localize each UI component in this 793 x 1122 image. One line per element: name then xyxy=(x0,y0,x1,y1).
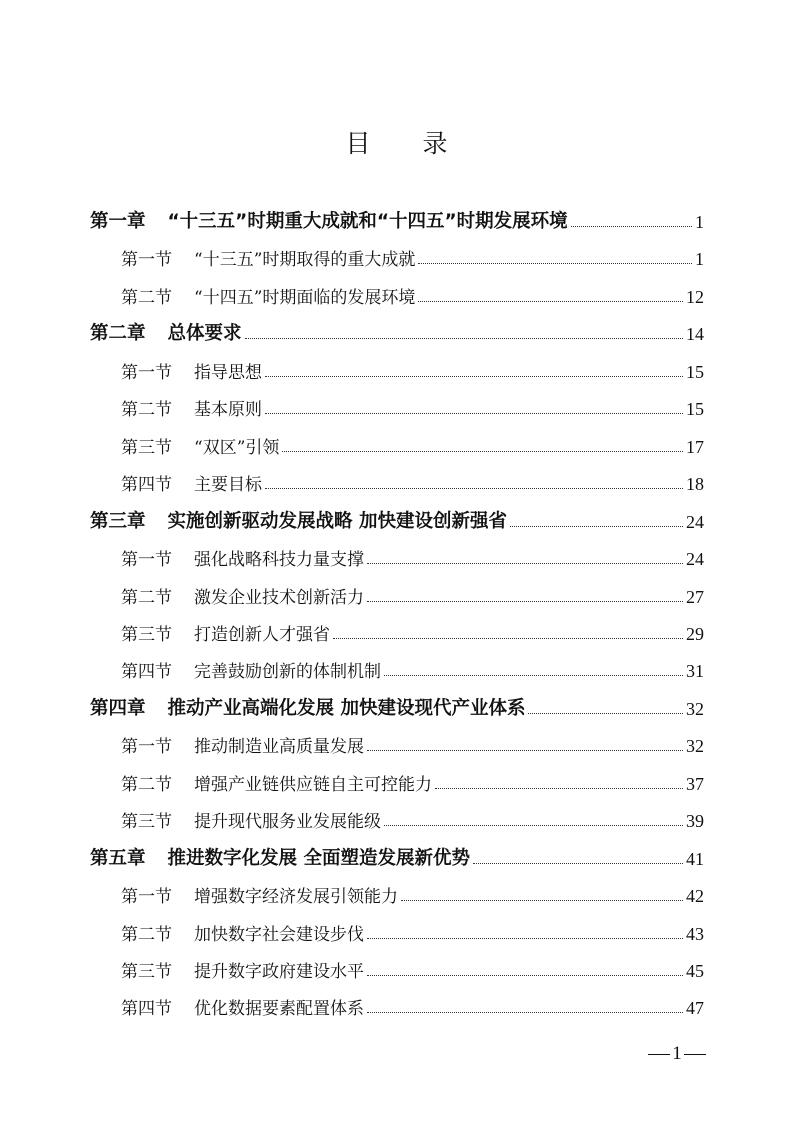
toc-dot-leader xyxy=(265,488,683,489)
toc-entry-number: 第一章 xyxy=(90,211,146,232)
toc-page-number: 1 xyxy=(695,212,704,232)
toc-entry-title: 增强产业链供应链自主可控能力 xyxy=(194,774,432,795)
toc-section-row[interactable] xyxy=(121,767,704,795)
toc-dot-leader xyxy=(367,938,683,939)
toc-entry-number: 第一节 xyxy=(121,362,172,383)
toc-section-row[interactable] xyxy=(121,954,704,982)
toc-entry-title: “十三五”时期取得的重大成就 xyxy=(194,250,416,271)
toc-dot-leader xyxy=(265,376,683,377)
toc-entry-label xyxy=(121,957,364,982)
toc-entry-number: 第四节 xyxy=(121,475,172,496)
toc-section-row[interactable] xyxy=(121,542,704,570)
toc-entry-number: 第一节 xyxy=(121,550,172,571)
toc-entry-title: 推动制造业高质量发展 xyxy=(194,737,364,758)
toc-entry-label xyxy=(90,694,525,720)
toc-entry-label xyxy=(121,732,364,757)
toc-entry-label xyxy=(121,245,415,270)
footer-page-number: 1 xyxy=(672,1043,682,1064)
toc-entry-label xyxy=(90,207,568,233)
toc-section-row[interactable] xyxy=(121,917,704,945)
toc-dot-leader xyxy=(333,638,683,639)
toc-chapter-row[interactable] xyxy=(90,505,704,533)
toc-page-number: 43 xyxy=(686,923,704,944)
toc-entry-number: 第一节 xyxy=(121,887,172,908)
toc-entry-title: 优化数据要素配置体系 xyxy=(194,999,364,1020)
toc-dot-leader xyxy=(367,750,683,751)
toc-page-number: 12 xyxy=(686,286,704,307)
toc-page-number: 15 xyxy=(686,361,704,382)
toc-dot-leader xyxy=(418,301,683,302)
toc-page-number: 1 xyxy=(695,249,704,270)
toc-page-number: 27 xyxy=(686,586,704,607)
footer-dash-right xyxy=(684,1054,706,1055)
toc-entry-label xyxy=(121,395,262,420)
toc-page-number: 41 xyxy=(686,848,704,869)
toc-entry-label xyxy=(121,657,381,682)
toc-entry-title: 指导思想 xyxy=(194,362,262,383)
toc-entry-number: 第二节 xyxy=(121,774,172,795)
toc-entry-title: 基本原则 xyxy=(194,400,262,421)
toc-dot-leader xyxy=(367,601,683,602)
toc-entry-title: 加快数字社会建设步伐 xyxy=(194,924,364,945)
toc-section-row[interactable] xyxy=(121,355,704,383)
toc-section-row[interactable] xyxy=(121,804,704,832)
toc-entry-label xyxy=(90,844,470,870)
toc-page-number: 42 xyxy=(686,886,704,907)
toc-page-number: 31 xyxy=(686,661,704,682)
toc-section-row[interactable] xyxy=(121,467,704,495)
toc-section-row[interactable] xyxy=(121,991,704,1019)
toc-entry-title: “十四五”时期面临的发展环境 xyxy=(194,287,416,308)
toc-dot-leader xyxy=(367,1012,683,1013)
toc-entry-label xyxy=(121,358,262,383)
toc-entry-title: 提升数字政府建设水平 xyxy=(194,962,364,982)
toc-dot-leader xyxy=(282,451,683,452)
toc-page-number: 18 xyxy=(686,474,704,495)
toc-entry-number: 第二节 xyxy=(121,287,172,308)
toc-chapter-row[interactable] xyxy=(90,205,704,233)
toc-entry-number: 第三节 xyxy=(121,962,172,982)
toc-dot-leader xyxy=(367,563,683,564)
toc-entry-number: 第三节 xyxy=(121,437,172,458)
toc-entry-title: “双区”引领 xyxy=(194,437,280,458)
toc-page-number: 37 xyxy=(686,773,704,794)
toc-dot-leader xyxy=(401,900,683,901)
toc-entry-label xyxy=(121,882,398,907)
toc-entry-title: 提升现代服务业发展能级 xyxy=(194,812,381,833)
toc-section-row[interactable] xyxy=(121,392,704,420)
toc-section-row[interactable] xyxy=(121,879,704,907)
page-footer xyxy=(642,1040,712,1068)
toc-page-number: 29 xyxy=(686,623,704,644)
footer-dash-left xyxy=(648,1054,670,1055)
toc-dot-leader xyxy=(528,713,683,714)
toc-page-number: 39 xyxy=(686,811,704,832)
toc-entry-label xyxy=(121,283,415,308)
toc-dot-leader xyxy=(265,413,683,414)
toc-entry-title: 激发企业技术创新活力 xyxy=(194,587,364,608)
toc-entry-label xyxy=(90,507,507,533)
toc-section-row[interactable] xyxy=(121,617,704,645)
toc-page-number: 47 xyxy=(686,998,704,1019)
toc-dot-leader xyxy=(384,675,683,676)
toc-dot-leader xyxy=(245,338,683,339)
toc-dot-leader xyxy=(510,526,683,527)
toc-dot-leader xyxy=(435,788,683,789)
toc-page-number: 45 xyxy=(686,961,704,981)
toc-entry-number: 第三章 xyxy=(90,510,146,532)
toc-section-row[interactable] xyxy=(121,654,704,682)
toc-dot-leader xyxy=(418,263,692,264)
toc-entry-label xyxy=(121,545,364,570)
toc-section-row[interactable] xyxy=(121,280,704,308)
toc-page-number: 14 xyxy=(686,324,704,345)
toc-section-row[interactable] xyxy=(121,729,704,757)
toc-entry-number: 第五章 xyxy=(90,847,146,869)
toc-section-row[interactable] xyxy=(121,580,704,608)
toc-entry-number: 第四章 xyxy=(90,697,146,719)
toc-entry-label xyxy=(121,433,279,458)
toc-section-row[interactable] xyxy=(121,242,704,270)
toc-dot-leader xyxy=(473,863,683,864)
toc-dot-leader xyxy=(367,975,683,976)
toc-entry-number: 第二节 xyxy=(121,400,172,421)
toc-dot-leader xyxy=(384,825,683,826)
toc-entry-number: 第一节 xyxy=(121,250,172,271)
toc-entry-number: 第二节 xyxy=(121,587,172,608)
toc-page-number: 17 xyxy=(686,436,704,457)
toc-entry-number: 第四节 xyxy=(121,662,172,683)
toc-entry-title: 强化战略科技力量支撑 xyxy=(194,550,364,571)
toc-chapter-row[interactable] xyxy=(90,317,704,345)
toc-page-number: 15 xyxy=(686,399,704,420)
toc-entry-title: 主要目标 xyxy=(194,475,262,496)
toc-entry-number: 第二节 xyxy=(121,924,172,945)
toc-entry-title: 完善鼓励创新的体制机制 xyxy=(194,662,381,683)
toc-dot-leader xyxy=(571,226,692,227)
toc-page-number: 24 xyxy=(686,549,704,570)
toc-entry-label xyxy=(121,470,262,495)
toc-page-number: 24 xyxy=(686,511,704,532)
toc-entry-number: 第三节 xyxy=(121,812,172,833)
toc-entry-number: 第四节 xyxy=(121,999,172,1020)
toc-entry-label xyxy=(121,807,381,832)
toc-entry-title: 打造创新人才强省 xyxy=(194,624,330,645)
toc-entry-label xyxy=(121,620,330,645)
toc-page-number: 32 xyxy=(686,698,704,719)
toc-section-row[interactable] xyxy=(121,430,704,458)
toc-entry-title: 增强数字经济发展引领能力 xyxy=(194,887,398,908)
toc-entry-label xyxy=(121,770,432,795)
toc-entry-number: 第二章 xyxy=(90,323,146,345)
toc-entry-number: 第一节 xyxy=(121,737,172,758)
toc-entry-title: 推动产业高端化发展 加快建设现代产业体系 xyxy=(167,697,526,719)
toc-entry-label xyxy=(121,583,364,608)
toc-entry-title: 总体要求 xyxy=(167,323,242,345)
toc-entry-label xyxy=(121,920,364,945)
toc-entry-title: “十三五”时期重大成就和“十四五”时期发展环境 xyxy=(167,211,568,232)
toc-entry-label xyxy=(121,994,364,1019)
toc-entry-number: 第三节 xyxy=(121,624,172,645)
toc-page-number: 32 xyxy=(686,736,704,757)
toc-entry-title: 推进数字化发展 全面塑造发展新优势 xyxy=(167,847,470,869)
toc-chapter-row[interactable] xyxy=(90,842,704,870)
toc-entry-title: 实施创新驱动发展战略 加快建设创新强省 xyxy=(167,510,507,532)
toc-entry-label xyxy=(90,319,242,345)
toc-chapter-row[interactable] xyxy=(90,692,704,720)
page-title: 目 录 xyxy=(345,129,470,158)
